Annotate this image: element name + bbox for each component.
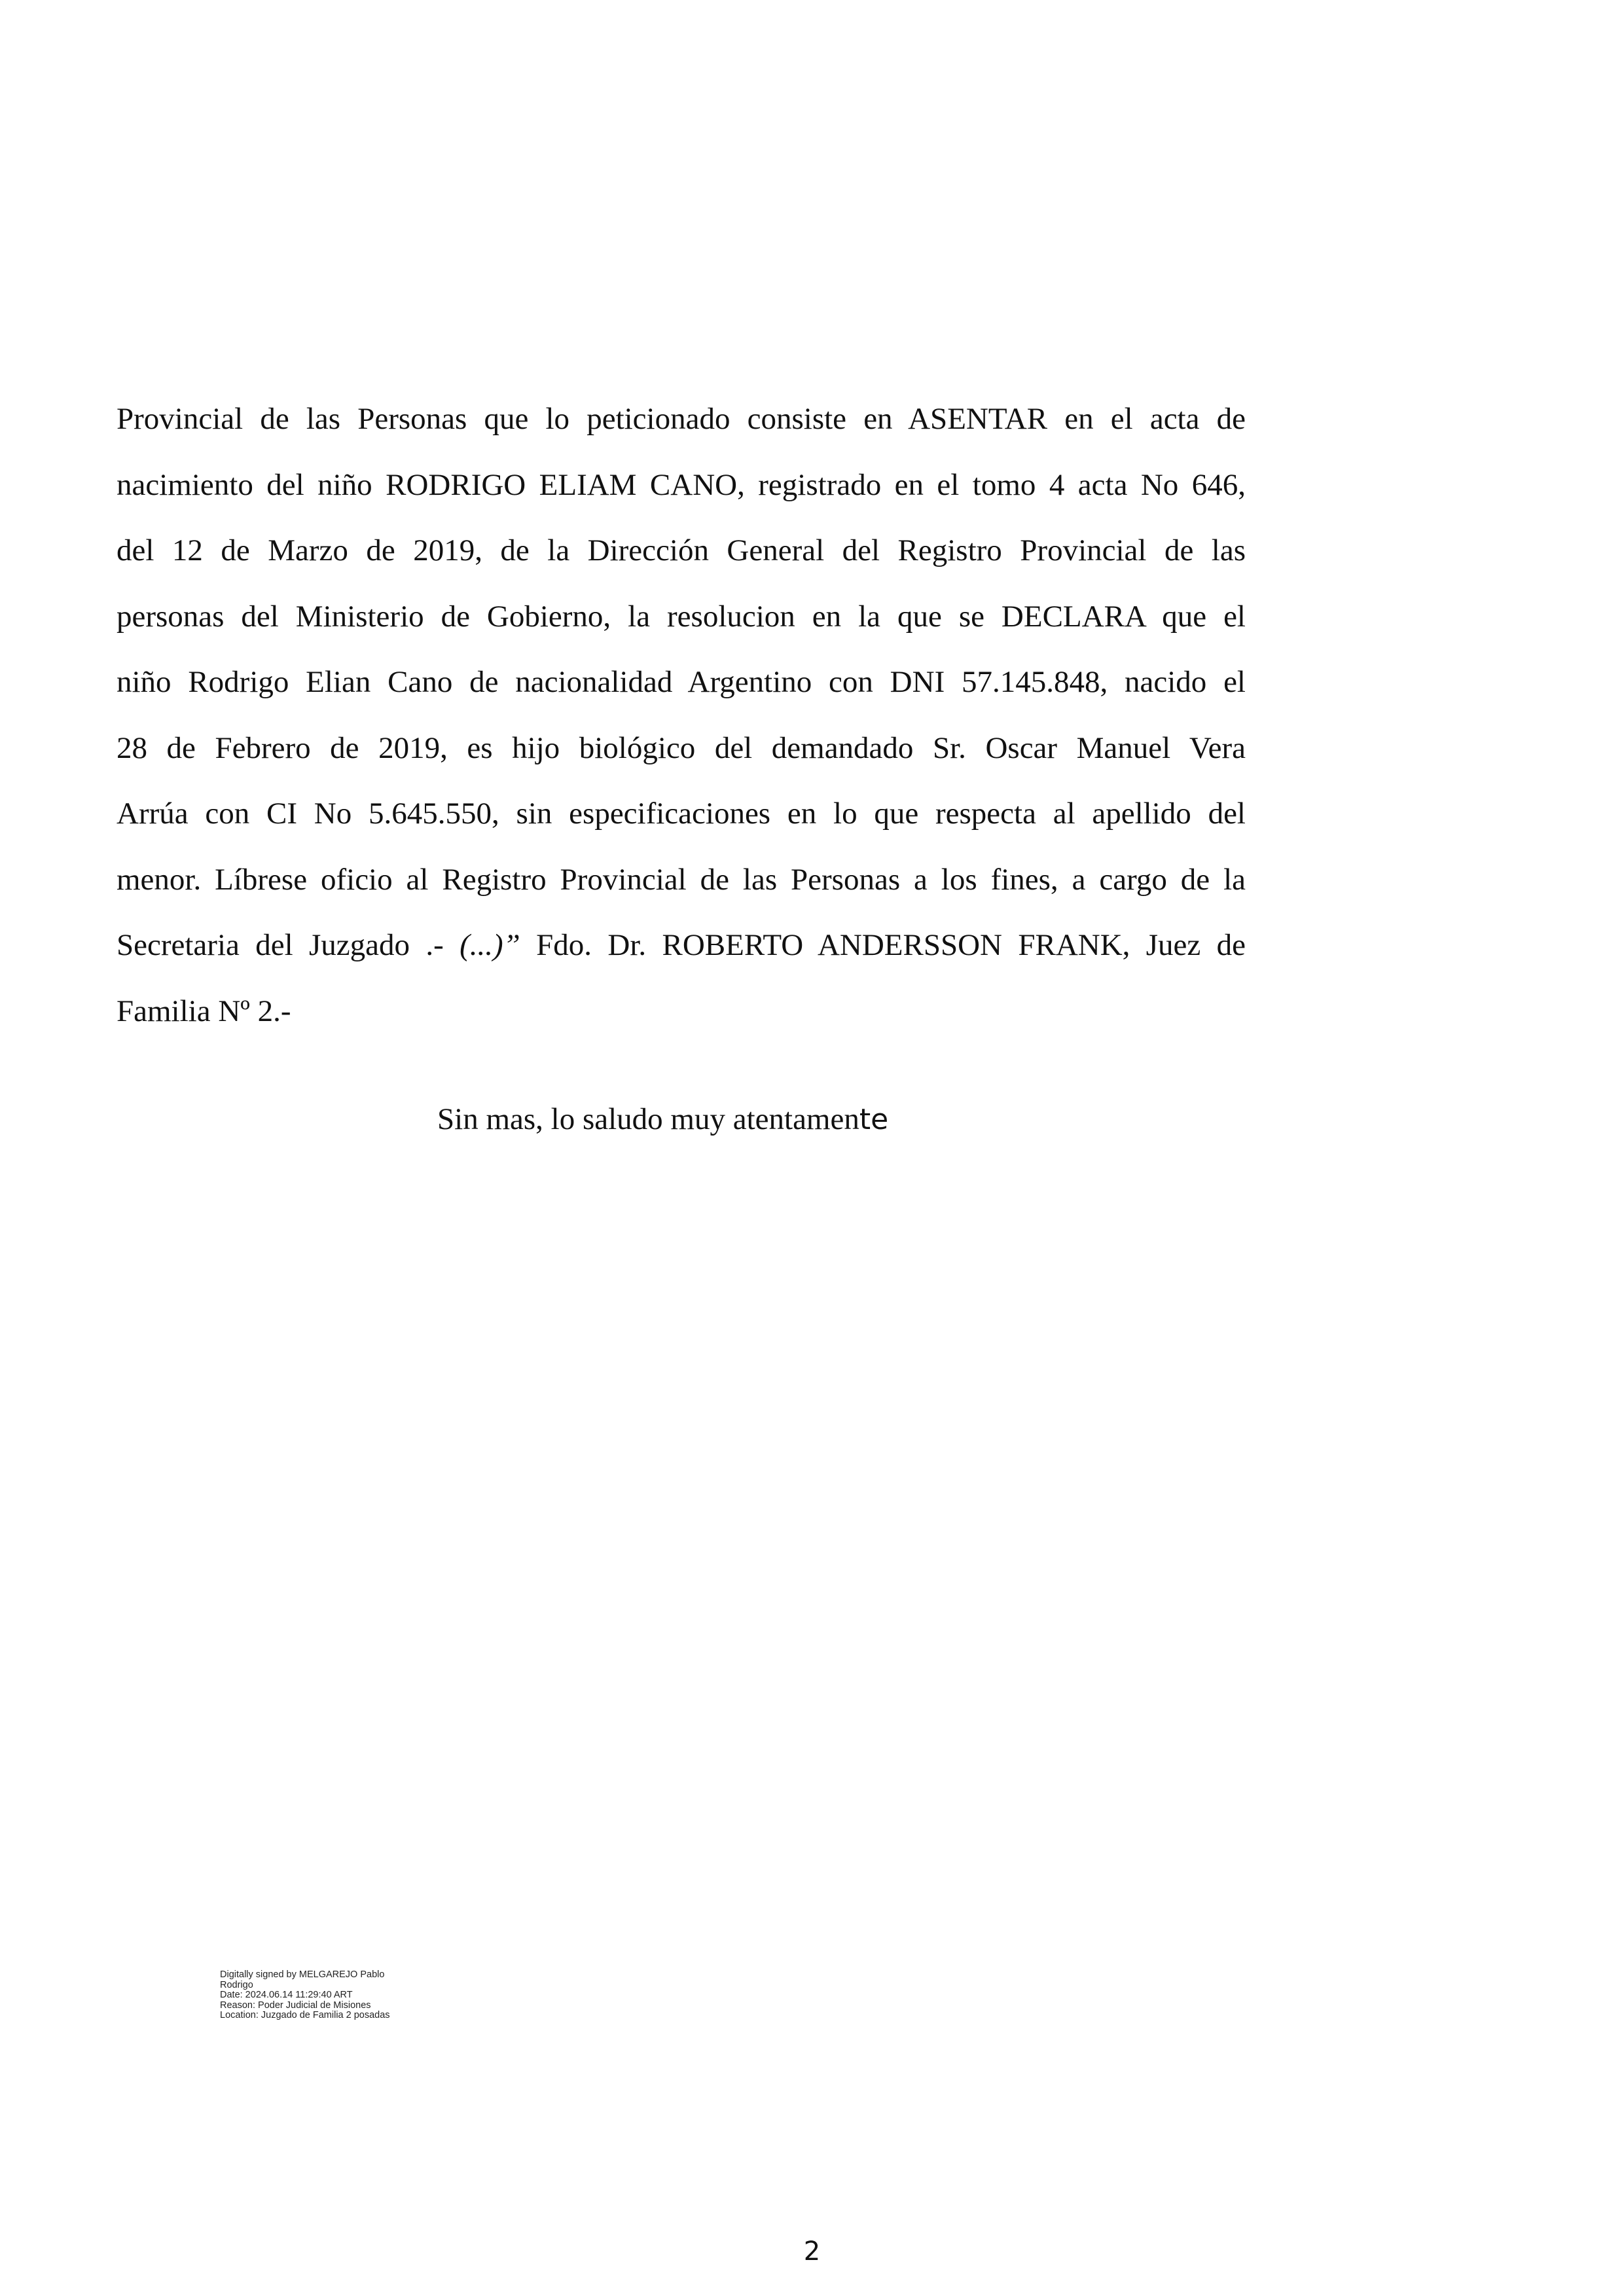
signature-date: Date: 2024.06.14 11:29:40 ART bbox=[220, 1990, 353, 2000]
body-line-3: del 12 de Marzo de 2019, de la Dirección General del Registro Provincial de las bbox=[117, 533, 1246, 567]
body-line-1: Provincial de las Personas que lo peticionado consiste en ASENTAR en el acta de bbox=[117, 402, 1246, 436]
body-line-7: Arrúa con CI No 5.645.550, sin especificaciones en lo que respecta al apellido del bbox=[117, 797, 1246, 831]
body-line-8: menor. Líbrese oficio al Registro Provincial de las Personas a los fines, a cargo de la bbox=[117, 862, 1246, 897]
body-line-5: niño Rodrigo Elian Cano de nacionalidad Argentino con DNI 57.145.848, nacido el bbox=[117, 665, 1246, 699]
signature-signer: Digitally signed by MELGAREJO Pablo bbox=[220, 1969, 385, 1980]
closing-main: Sin mas, lo saludo muy atentamen bbox=[437, 1102, 859, 1136]
body-line-10: Familia Nº 2.- bbox=[117, 994, 291, 1028]
document-body bbox=[117, 386, 1246, 1044]
body-line-9-end: Fdo. Dr. ROBERTO ANDERSSON FRANK, Juez de bbox=[520, 928, 1246, 962]
signature-signer-cont: Rodrigo bbox=[220, 1979, 253, 1990]
page-number: 2 bbox=[803, 2236, 821, 2267]
body-line-6: 28 de Febrero de 2019, es hijo biológico del demandado Sr. Oscar Manuel Vera bbox=[117, 730, 1246, 765]
closing-tail: te bbox=[859, 1103, 889, 1136]
signature-location: Location: Juzgado de Familia 2 posadas bbox=[220, 2010, 390, 2020]
body-line-9 bbox=[117, 912, 1246, 978]
closing-salutation bbox=[437, 1086, 888, 1153]
body-line-2: nacimiento del niño RODRIGO ELIAM CANO, registrado en el tomo 4 acta No 646, bbox=[117, 467, 1246, 502]
body-line-4: personas del Ministerio de Gobierno, la resolucion en la que se DECLARA que el bbox=[117, 599, 1246, 634]
signature-reason: Reason: Poder Judicial de Misiones bbox=[220, 2000, 371, 2011]
digital-signature-block bbox=[220, 1970, 495, 2021]
body-line-9-start: Secretaria del Juzgado .- bbox=[117, 928, 460, 962]
body-line-9-quote: (...)” bbox=[460, 928, 520, 962]
